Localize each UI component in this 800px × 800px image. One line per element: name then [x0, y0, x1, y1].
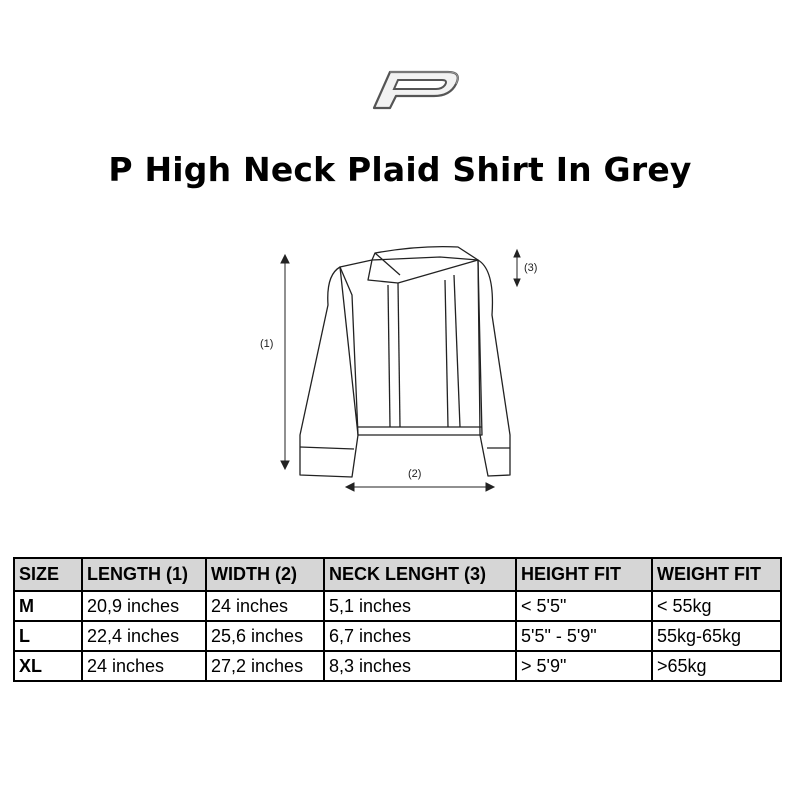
neck-length-cell: 5,1 inches: [324, 591, 516, 621]
width-guide: [346, 483, 494, 491]
length-label: (1): [260, 338, 274, 350]
shirt-outline: [300, 247, 510, 477]
shirt-size-diagram: [240, 235, 560, 500]
header-neck-length: NECK LENGHT (3): [324, 558, 516, 591]
brand-logo: [356, 68, 466, 112]
weight-fit-cell: < 55kg: [652, 591, 781, 621]
length-cell: 24 inches: [82, 651, 206, 681]
neck-label: (3): [524, 262, 538, 274]
size-cell: L: [14, 621, 82, 651]
table-header-row: [14, 558, 781, 591]
length-cell: 22,4 inches: [82, 621, 206, 651]
neck-guide: [514, 250, 520, 286]
length-guide: [281, 255, 289, 469]
weight-fit-cell: 55kg-65kg: [652, 621, 781, 651]
table-row: [14, 621, 781, 651]
table-row: [14, 591, 781, 621]
width-label: (2): [408, 468, 422, 480]
neck-length-cell: 8,3 inches: [324, 651, 516, 681]
height-fit-cell: 5'5" - 5'9": [516, 621, 652, 651]
width-cell: 27,2 inches: [206, 651, 324, 681]
header-length: LENGTH (1): [82, 558, 206, 591]
height-fit-cell: < 5'5": [516, 591, 652, 621]
neck-length-cell: 6,7 inches: [324, 621, 516, 651]
table-row: [14, 651, 781, 681]
header-height-fit: HEIGHT FIT: [516, 558, 652, 591]
page-title: P High Neck Plaid Shirt In Grey: [108, 150, 692, 189]
header-size: SIZE: [14, 558, 82, 591]
size-cell: M: [14, 591, 82, 621]
weight-fit-cell: >65kg: [652, 651, 781, 681]
header-weight-fit: WEIGHT FIT: [652, 558, 781, 591]
size-cell: XL: [14, 651, 82, 681]
height-fit-cell: > 5'9": [516, 651, 652, 681]
header-width: WIDTH (2): [206, 558, 324, 591]
width-cell: 24 inches: [206, 591, 324, 621]
length-cell: 20,9 inches: [82, 591, 206, 621]
size-table: [13, 557, 782, 682]
width-cell: 25,6 inches: [206, 621, 324, 651]
